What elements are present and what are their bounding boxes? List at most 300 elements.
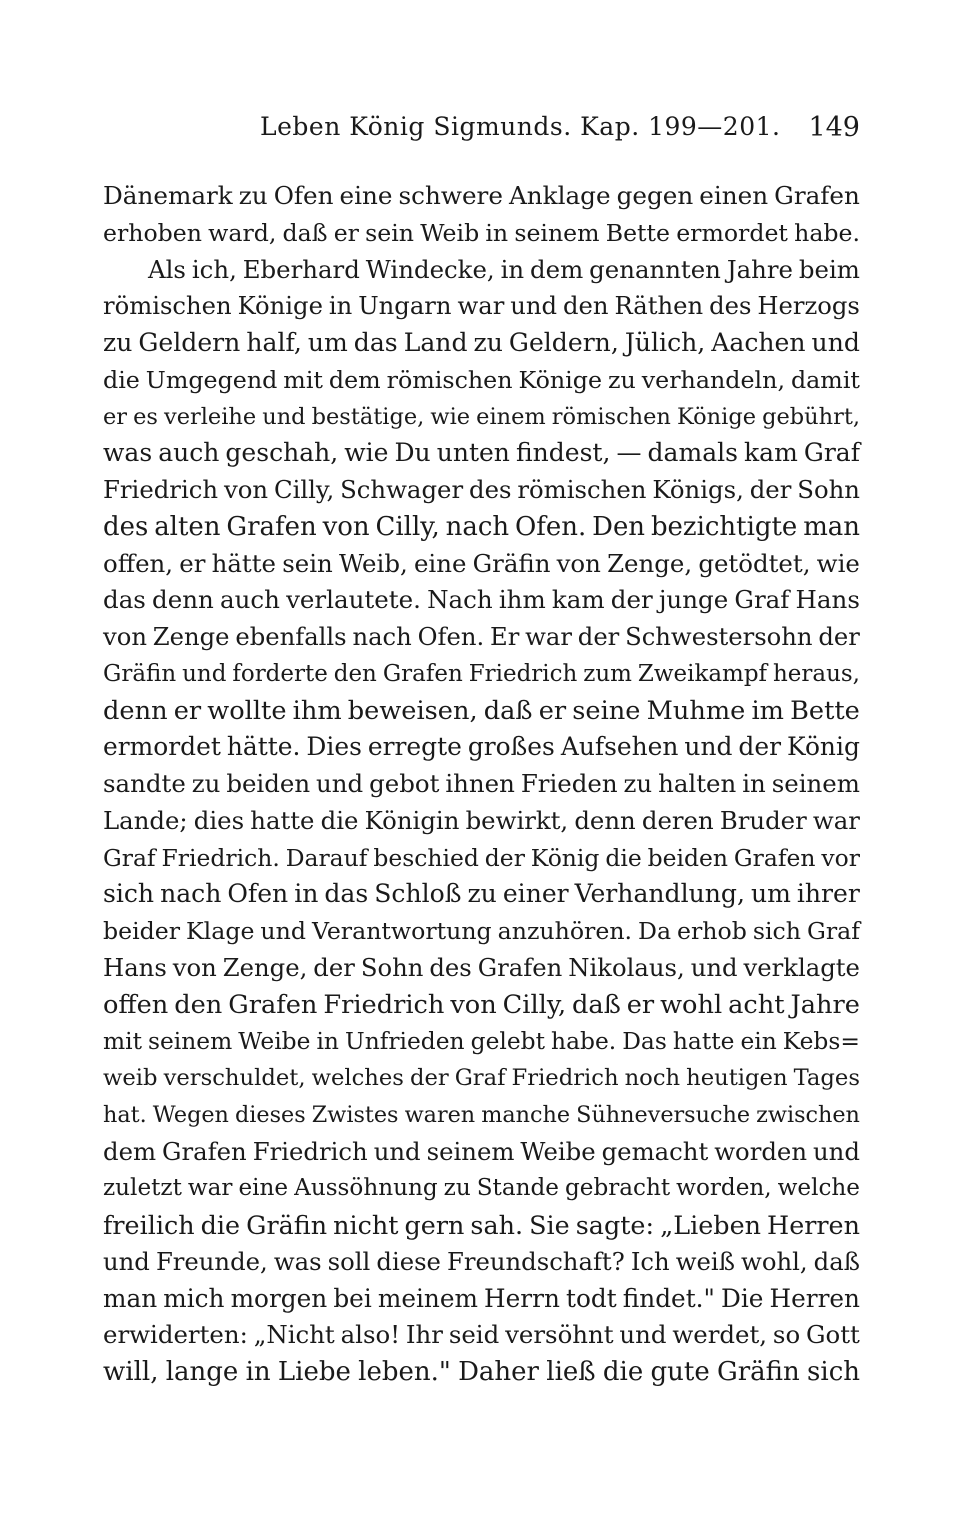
word: zu bbox=[443, 1175, 471, 1202]
word: Grafen bbox=[477, 952, 563, 982]
word: der bbox=[409, 1065, 449, 1091]
word: Du bbox=[394, 438, 431, 468]
word: des bbox=[103, 511, 149, 542]
word: Windecke, bbox=[365, 254, 495, 284]
word: waren bbox=[404, 1101, 476, 1128]
word: Freundschaft? bbox=[447, 1246, 625, 1276]
word: ihnen bbox=[445, 769, 515, 798]
word: daß bbox=[282, 218, 328, 247]
word: und bbox=[510, 291, 558, 321]
word: diese bbox=[376, 1246, 441, 1276]
word: offen bbox=[103, 989, 169, 1020]
word: Friedrich bbox=[468, 660, 578, 687]
running-title: Leben König Sigmunds. Kap. 199—201. bbox=[260, 112, 781, 141]
body-text bbox=[103, 178, 860, 1391]
word: Aachen bbox=[711, 328, 806, 357]
word: dem bbox=[103, 1136, 157, 1166]
word: Das bbox=[622, 1027, 667, 1056]
word: in bbox=[500, 254, 525, 284]
word: König bbox=[787, 732, 860, 762]
word: ihm bbox=[292, 695, 342, 726]
word: seinem bbox=[771, 769, 860, 798]
word: der bbox=[610, 585, 653, 615]
word: mit bbox=[103, 1027, 142, 1056]
word: einer bbox=[502, 879, 569, 909]
word: Bette bbox=[790, 695, 860, 726]
word: der bbox=[738, 732, 782, 762]
word: gute bbox=[650, 1357, 710, 1387]
word: weiß bbox=[675, 1246, 735, 1276]
text-line bbox=[103, 950, 860, 987]
word: ihm bbox=[498, 585, 546, 615]
word: Graf bbox=[103, 843, 156, 872]
word: findest, bbox=[515, 438, 611, 468]
word: und bbox=[690, 952, 738, 982]
word: Geldern bbox=[138, 328, 241, 357]
word: Ofen bbox=[227, 879, 289, 909]
word: römischen bbox=[551, 403, 671, 430]
word: zwischen bbox=[756, 1101, 860, 1128]
word: wie bbox=[344, 438, 389, 468]
word: Grafen bbox=[382, 660, 463, 687]
word: des bbox=[709, 291, 752, 321]
word: Jahre bbox=[726, 254, 793, 284]
word: Da bbox=[638, 917, 672, 945]
word: wie bbox=[816, 548, 860, 578]
word: verschuldet, bbox=[163, 1065, 306, 1091]
word: sah. bbox=[470, 1210, 524, 1240]
word: Königs, bbox=[652, 475, 744, 504]
word: Aufsehen bbox=[560, 732, 679, 762]
word: hat. bbox=[103, 1101, 147, 1128]
word: Friedrich bbox=[511, 1065, 619, 1091]
word: der bbox=[484, 843, 525, 872]
word: Dänemark bbox=[103, 181, 233, 210]
word: beiden bbox=[226, 769, 311, 798]
word: ich, bbox=[191, 254, 237, 284]
word: habe. bbox=[794, 218, 860, 247]
word: er bbox=[103, 403, 128, 430]
text-line bbox=[103, 362, 860, 399]
text-line bbox=[103, 693, 860, 730]
text-line bbox=[103, 1281, 860, 1318]
word: die bbox=[103, 365, 140, 394]
word: leben." bbox=[358, 1357, 451, 1387]
word: junge bbox=[658, 585, 729, 615]
word: bewirkt, bbox=[465, 805, 569, 835]
word: mit bbox=[283, 365, 323, 394]
word: und bbox=[316, 769, 364, 798]
word: römischen bbox=[103, 291, 232, 321]
word: Muhme bbox=[646, 695, 746, 726]
word: Verantwortung bbox=[311, 917, 492, 945]
word: nach bbox=[160, 879, 222, 909]
word: beim bbox=[798, 254, 860, 284]
word: war bbox=[457, 291, 505, 321]
word: der bbox=[577, 622, 620, 651]
word: zu bbox=[607, 365, 636, 394]
word: Jahre bbox=[790, 989, 860, 1020]
word: er bbox=[179, 548, 206, 578]
word: Stande bbox=[476, 1175, 559, 1202]
word: sandte bbox=[103, 769, 186, 798]
word: weib bbox=[103, 1065, 158, 1091]
word: Friedrich bbox=[103, 475, 219, 504]
word: im bbox=[751, 695, 784, 726]
word: was bbox=[273, 1246, 322, 1276]
word: Weibe bbox=[238, 1027, 311, 1056]
word: römischen bbox=[517, 475, 647, 504]
word: auch bbox=[219, 585, 280, 615]
word: Wegen bbox=[152, 1101, 229, 1128]
word: todt bbox=[566, 1283, 617, 1313]
text-line bbox=[103, 399, 860, 436]
word: beider bbox=[103, 917, 181, 945]
text-line bbox=[103, 913, 860, 950]
word: und bbox=[812, 1136, 860, 1166]
word: dies bbox=[193, 805, 245, 835]
word: acht bbox=[728, 989, 785, 1020]
word: will, bbox=[103, 1357, 159, 1387]
word: zu bbox=[473, 328, 503, 357]
word: Sühneversuche bbox=[576, 1101, 751, 1128]
word: Tages bbox=[793, 1065, 860, 1091]
word: Lande; bbox=[103, 805, 188, 835]
word: so bbox=[772, 1320, 801, 1350]
word: halten bbox=[658, 769, 737, 798]
text-line bbox=[103, 325, 860, 362]
word: zu bbox=[238, 181, 268, 210]
word: Ich bbox=[630, 1246, 670, 1276]
word: Schwager bbox=[340, 475, 464, 504]
word: sich bbox=[807, 1357, 860, 1387]
word: bei bbox=[333, 1283, 372, 1313]
word: es bbox=[133, 403, 158, 430]
word: bezichtigte bbox=[650, 511, 798, 542]
word: erhoben bbox=[103, 218, 202, 247]
word: manche bbox=[481, 1101, 571, 1128]
word: Schwestersohn bbox=[625, 622, 813, 651]
word: um bbox=[307, 328, 348, 357]
word: Ofen. bbox=[515, 511, 587, 542]
word: Sohn bbox=[360, 952, 424, 982]
word: damit bbox=[790, 365, 860, 394]
word: kam bbox=[551, 585, 605, 615]
word: Anklage bbox=[508, 181, 611, 210]
text-line bbox=[103, 582, 860, 619]
word: dem bbox=[530, 254, 584, 284]
word: daß bbox=[572, 989, 621, 1020]
word: gemacht bbox=[601, 1136, 709, 1166]
word: das bbox=[103, 585, 146, 615]
word: Grafen bbox=[226, 511, 317, 542]
word: nach bbox=[445, 511, 510, 542]
word: verleihe bbox=[164, 403, 257, 430]
word: des bbox=[468, 475, 512, 504]
word: ließ bbox=[546, 1357, 596, 1387]
word: in bbox=[328, 291, 353, 321]
word: hatte bbox=[672, 1027, 735, 1056]
word: „Lieben bbox=[660, 1210, 761, 1240]
word: und bbox=[811, 328, 860, 357]
word: Könige bbox=[237, 291, 323, 321]
word: alten bbox=[154, 511, 221, 542]
word: Verhandlung, bbox=[574, 879, 745, 909]
word: Ofen. bbox=[417, 622, 485, 651]
word: sich bbox=[103, 879, 155, 909]
word: zu bbox=[623, 769, 653, 798]
text-line bbox=[103, 1244, 860, 1281]
word: die bbox=[200, 1210, 241, 1240]
word: er bbox=[538, 695, 567, 726]
word: meinem bbox=[377, 1283, 478, 1313]
word: seinem bbox=[514, 218, 600, 247]
text-line bbox=[103, 1060, 860, 1097]
word: ermordet bbox=[103, 732, 221, 762]
word: Bette bbox=[605, 218, 671, 247]
word: gebot bbox=[369, 769, 440, 798]
word: Den bbox=[592, 511, 646, 542]
word: zuletzt bbox=[103, 1175, 182, 1202]
word: was bbox=[103, 438, 153, 468]
word: Nikolaus, bbox=[568, 952, 685, 982]
word: von bbox=[172, 952, 217, 982]
word: nach bbox=[352, 622, 412, 651]
text-line bbox=[103, 987, 860, 1024]
word: worden, bbox=[676, 1175, 772, 1202]
word: Aussöhnung bbox=[294, 1175, 438, 1202]
word: Graf bbox=[454, 1065, 506, 1091]
word: ebenfalls bbox=[235, 622, 347, 651]
word: denn bbox=[152, 585, 214, 615]
text-line bbox=[103, 1207, 860, 1244]
word: verlautete. bbox=[286, 585, 421, 615]
word: versöhnt bbox=[505, 1320, 614, 1350]
running-head bbox=[103, 112, 860, 152]
word: Cilly, bbox=[375, 511, 440, 542]
word: wohl bbox=[660, 989, 723, 1020]
word: denn bbox=[574, 805, 636, 835]
word: gebührt, bbox=[762, 403, 860, 430]
word: und bbox=[373, 1136, 421, 1166]
word: Liebe bbox=[277, 1357, 351, 1387]
word: Als bbox=[148, 254, 186, 284]
word: der bbox=[818, 622, 860, 651]
word: die bbox=[605, 843, 642, 872]
word: verklagte bbox=[743, 952, 860, 982]
word: seinem bbox=[426, 1136, 515, 1166]
word: zum bbox=[583, 660, 632, 687]
word: Friedrich. bbox=[161, 843, 280, 872]
word: Zenge bbox=[152, 622, 230, 651]
word: und bbox=[262, 403, 306, 430]
word: und bbox=[684, 732, 733, 762]
word: Grafen bbox=[228, 989, 318, 1020]
word: damals bbox=[647, 438, 738, 468]
word: er bbox=[173, 695, 202, 726]
word: morgen bbox=[230, 1283, 328, 1313]
word: eine bbox=[413, 548, 467, 578]
word: erhob bbox=[677, 917, 747, 945]
word: der bbox=[749, 475, 792, 504]
word: gelebt bbox=[470, 1027, 546, 1056]
word: geschah, bbox=[225, 438, 339, 468]
text-line bbox=[103, 509, 860, 546]
word: mich bbox=[163, 1283, 225, 1313]
word: noch bbox=[624, 1065, 681, 1091]
word: König bbox=[530, 843, 600, 872]
word: großes bbox=[467, 732, 555, 762]
word: Grafen bbox=[162, 1136, 247, 1166]
word: Graf bbox=[734, 585, 790, 615]
text-line bbox=[103, 288, 860, 325]
word: daß bbox=[813, 1246, 860, 1276]
word: das bbox=[353, 328, 398, 357]
word: beweisen, bbox=[347, 695, 478, 726]
word: Herzogs bbox=[757, 291, 860, 321]
word: dem bbox=[328, 365, 381, 394]
word: nicht bbox=[333, 1210, 399, 1240]
word: soll bbox=[327, 1246, 371, 1276]
word: half, bbox=[246, 328, 302, 357]
text-line bbox=[103, 1317, 860, 1354]
word: erregte bbox=[367, 732, 462, 762]
word: kam bbox=[744, 438, 798, 468]
word: Zweikampf bbox=[637, 660, 768, 687]
word: war bbox=[812, 805, 860, 835]
word: Räthen bbox=[614, 291, 704, 321]
word: in bbox=[316, 1027, 339, 1056]
word: Kebs= bbox=[782, 1027, 860, 1056]
word: die bbox=[320, 805, 359, 835]
word: Daher bbox=[458, 1357, 539, 1387]
word: in bbox=[294, 879, 319, 909]
word: welche bbox=[777, 1175, 860, 1202]
word: von bbox=[556, 548, 601, 578]
word: eine bbox=[339, 181, 393, 210]
text-line bbox=[103, 876, 860, 913]
word: gern bbox=[404, 1210, 465, 1240]
word: Dies bbox=[306, 732, 362, 762]
word: römischen bbox=[386, 365, 513, 394]
text-line bbox=[103, 546, 860, 583]
word: in bbox=[742, 769, 766, 798]
word: die bbox=[602, 1357, 644, 1387]
text-line bbox=[103, 472, 860, 509]
word: heutigen bbox=[686, 1065, 788, 1091]
word: heraus, bbox=[773, 660, 860, 687]
word: und bbox=[182, 660, 227, 687]
word: Gräfin bbox=[103, 660, 177, 687]
word: auch bbox=[158, 438, 220, 468]
word: man bbox=[103, 1283, 158, 1313]
word: Herrn bbox=[484, 1283, 560, 1313]
word: seine bbox=[572, 695, 641, 726]
word: von bbox=[223, 475, 269, 504]
word: Freunde, bbox=[155, 1246, 268, 1276]
word: sagte: bbox=[575, 1210, 655, 1240]
word: wohl, bbox=[741, 1246, 808, 1276]
word: hätte. bbox=[226, 732, 301, 762]
word: vor bbox=[821, 843, 860, 872]
word: und bbox=[103, 1246, 150, 1276]
word: einen bbox=[699, 181, 769, 210]
word: ermordet bbox=[676, 218, 788, 247]
word: wie bbox=[430, 403, 471, 430]
word: einem bbox=[476, 403, 546, 430]
word: Graf bbox=[806, 917, 860, 945]
word: dieses bbox=[234, 1101, 306, 1128]
word: genannten bbox=[589, 254, 721, 284]
word: in bbox=[485, 218, 509, 247]
text-line bbox=[103, 656, 860, 693]
word: Friedrich bbox=[323, 989, 445, 1020]
word: anzuhören. bbox=[497, 917, 633, 945]
word: Gott bbox=[806, 1320, 860, 1350]
word: seinem bbox=[148, 1027, 233, 1056]
word: lange bbox=[165, 1357, 239, 1387]
word: Herren bbox=[769, 1283, 860, 1313]
word: er bbox=[626, 989, 655, 1020]
word: Grafen bbox=[774, 181, 860, 210]
word: und bbox=[260, 917, 306, 945]
word: Gräfin bbox=[472, 548, 551, 578]
word: Gräfin bbox=[716, 1357, 800, 1387]
word: Hans bbox=[795, 585, 860, 615]
word: Cilly, bbox=[502, 989, 567, 1020]
text-line bbox=[103, 840, 860, 877]
word: man bbox=[803, 511, 860, 542]
word: Graf bbox=[803, 438, 860, 468]
word: Zenge, bbox=[607, 548, 693, 578]
word: erwiderten: bbox=[103, 1320, 248, 1350]
word: gegen bbox=[616, 181, 694, 210]
word: von bbox=[103, 622, 147, 651]
word: Land bbox=[403, 328, 468, 357]
word: sein bbox=[282, 548, 333, 578]
word: Königin bbox=[364, 805, 460, 835]
text-line bbox=[103, 1023, 860, 1060]
text-line bbox=[103, 178, 860, 215]
word: sich bbox=[752, 917, 801, 945]
word: hatte bbox=[250, 805, 315, 835]
word: Ihr bbox=[405, 1320, 443, 1350]
word: bestätige, bbox=[311, 403, 425, 430]
word: den bbox=[562, 291, 609, 321]
word: forderte bbox=[232, 660, 328, 687]
word: daß bbox=[483, 695, 533, 726]
word: zu bbox=[467, 879, 497, 909]
word: beiden bbox=[647, 843, 729, 872]
word: in bbox=[245, 1357, 271, 1387]
word: hätte bbox=[211, 548, 276, 578]
word: gebracht bbox=[564, 1175, 671, 1202]
word: ward, bbox=[208, 218, 277, 247]
word: zu bbox=[191, 769, 221, 798]
text-line bbox=[103, 803, 860, 840]
word: Geldern, bbox=[508, 328, 619, 357]
word: denn bbox=[103, 695, 168, 726]
word: ihrer bbox=[796, 879, 860, 909]
word: Ofen bbox=[273, 181, 334, 210]
word: Umgegend bbox=[145, 365, 278, 394]
word: habe. bbox=[551, 1027, 617, 1056]
word: freilich bbox=[103, 1210, 195, 1240]
word: Herren bbox=[767, 1210, 860, 1240]
word: Ungarn bbox=[358, 291, 452, 321]
word: also! bbox=[340, 1320, 401, 1350]
word: Eberhard bbox=[242, 254, 360, 284]
